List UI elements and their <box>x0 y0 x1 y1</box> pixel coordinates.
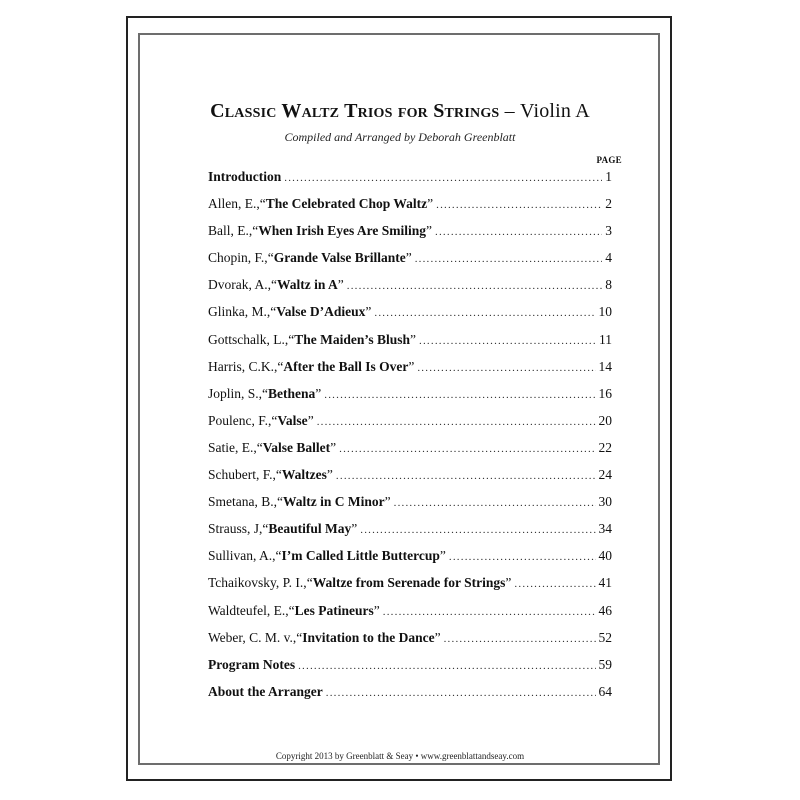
toc-dot-leader <box>347 273 602 300</box>
toc-work-title: “Grande Valse Brillante” <box>267 250 412 266</box>
toc-entry <box>208 217 612 244</box>
toc-composer: Sullivan, A., <box>208 548 276 564</box>
toc-work-title-text: I’m Called Little Buttercup <box>281 548 440 564</box>
title-part: Violin A <box>520 100 590 122</box>
toc-work-title-text: Valse Ballet <box>262 439 331 455</box>
toc-page-number: 34 <box>598 521 612 537</box>
toc-page-number: 46 <box>598 602 612 618</box>
toc-entry <box>208 271 612 298</box>
toc-composer: Gottschalk, L., <box>208 331 289 347</box>
toc-composer: Ball, E., <box>208 223 253 239</box>
toc-work-title: “Waltz in C Minor” <box>277 494 391 510</box>
toc-entry <box>208 597 612 624</box>
toc-composer: Allen, E., <box>208 196 260 212</box>
toc-composer: Schubert, F., <box>208 467 276 483</box>
toc-work-title-text: Valse D’Adieux <box>276 304 366 320</box>
table-of-contents <box>208 163 612 705</box>
toc-entry <box>208 515 612 542</box>
toc-section-entry <box>208 163 612 190</box>
toc-dot-leader <box>324 382 595 409</box>
toc-page-number: 20 <box>598 412 612 428</box>
toc-work-title-text: Invitation to the Dance <box>302 629 435 645</box>
toc-entry <box>208 353 612 380</box>
toc-page-number: 2 <box>605 196 612 212</box>
toc-composer: Waldteufel, E., <box>208 602 289 618</box>
toc-dot-leader <box>317 409 596 436</box>
toc-work-title: “I’m Called Little Buttercup” <box>275 548 446 564</box>
toc-entry <box>208 624 612 651</box>
toc-page-number: 4 <box>605 250 612 266</box>
toc-page-number: 10 <box>598 304 612 320</box>
toc-entry <box>208 569 612 596</box>
toc-work-title: “Invitation to the Dance” <box>296 629 441 645</box>
toc-dot-leader <box>383 599 596 626</box>
toc-work-title: “Valse Ballet” <box>256 439 337 455</box>
toc-work-title: “Valse” <box>271 412 314 428</box>
toc-section-title: About the Arranger <box>208 683 323 699</box>
toc-section-title: Program Notes <box>208 656 296 672</box>
toc-work-title: “Waltzes” <box>275 467 333 483</box>
title-dash: – <box>504 100 515 122</box>
toc-page-number: 14 <box>598 358 612 374</box>
toc-entry <box>208 380 612 407</box>
toc-entry <box>208 244 612 271</box>
toc-page-number: 59 <box>598 656 612 672</box>
toc-work-title: “Waltz in A” <box>271 277 344 293</box>
toc-work-title-text: Valse <box>277 412 308 428</box>
toc-dot-leader <box>336 463 596 490</box>
toc-composer: Harris, C.K., <box>208 358 278 374</box>
toc-work-title-text: Beautiful May <box>268 521 352 537</box>
toc-work-title: “The Celebrated Chop Waltz” <box>259 196 434 212</box>
toc-work-title-text: Waltz in C Minor <box>283 494 385 510</box>
toc-dot-leader <box>298 653 595 680</box>
toc-page-number: 24 <box>598 467 612 483</box>
toc-composer: Poulenc, F., <box>208 412 272 428</box>
title-main: Classic Waltz Trios for Strings <box>210 100 500 122</box>
toc-work-title-text: Grande Valse Brillante <box>273 250 406 266</box>
toc-page-number: 16 <box>598 385 612 401</box>
toc-page-number: 3 <box>605 223 612 239</box>
toc-dot-leader <box>415 246 603 273</box>
toc-section-entry <box>208 651 612 678</box>
toc-dot-leader <box>374 300 595 327</box>
toc-page-number: 40 <box>598 548 612 564</box>
toc-dot-leader <box>284 165 602 192</box>
toc-dot-leader <box>394 490 596 517</box>
toc-dot-leader <box>326 680 596 707</box>
toc-composer: Smetana, B., <box>208 494 277 510</box>
toc-work-title: “Waltze from Serenade for Strings” <box>306 575 512 591</box>
copyright-footer: Copyright 2013 by Greenblatt & Seay • www.greenblattandseay.com <box>275 751 525 761</box>
toc-page-number: 1 <box>605 169 612 184</box>
toc-entry <box>208 488 612 515</box>
toc-dot-leader <box>360 517 595 544</box>
toc-entry <box>208 461 612 488</box>
toc-entry <box>208 542 612 569</box>
toc-work-title-text: The Maiden’s Blush <box>294 331 411 347</box>
toc-composer: Chopin, F., <box>208 250 268 266</box>
toc-dot-leader <box>417 355 595 382</box>
toc-dot-leader <box>419 328 596 355</box>
toc-work-title-text: The Celebrated Chop Waltz <box>265 196 428 212</box>
page-column-label: PAGE <box>596 155 622 165</box>
toc-page-number: 11 <box>599 331 612 347</box>
toc-composer: Weber, C. M. v., <box>208 629 297 645</box>
toc-dot-leader <box>444 626 596 653</box>
toc-entry <box>208 407 612 434</box>
toc-page-number: 8 <box>605 277 612 293</box>
document-title <box>0 100 800 123</box>
toc-composer: Tchaikovsky, P. I., <box>208 575 307 591</box>
toc-page-number: 22 <box>598 439 612 455</box>
toc-work-title-text: Waltz in A <box>277 277 338 293</box>
toc-dot-leader <box>339 436 595 463</box>
toc-work-title: “Les Patineurs” <box>288 602 380 618</box>
toc-work-title: “Beautiful May” <box>262 521 358 537</box>
toc-work-title: “Bethena” <box>262 385 322 401</box>
toc-work-title: “After the Ball Is Over” <box>277 358 415 374</box>
toc-dot-leader <box>449 544 596 571</box>
toc-work-title: “The Maiden’s Blush” <box>288 331 417 347</box>
toc-page-number: 52 <box>598 629 612 645</box>
toc-section-entry <box>208 678 612 705</box>
toc-section-title: Introduction <box>208 169 282 184</box>
toc-dot-leader <box>436 192 602 219</box>
toc-work-title-text: Les Patineurs <box>294 602 374 618</box>
document-subtitle: Compiled and Arranged by Deborah Greenblatt <box>284 130 516 144</box>
toc-entry <box>208 190 612 217</box>
toc-work-title-text: When Irish Eyes Are Smiling <box>258 223 427 239</box>
toc-work-title-text: After the Ball Is Over <box>283 358 409 374</box>
toc-composer: Satie, E., <box>208 439 257 455</box>
toc-work-title-text: Bethena <box>268 385 316 401</box>
toc-page-number: 30 <box>598 494 612 510</box>
toc-dot-leader <box>514 571 595 598</box>
toc-page-number: 64 <box>598 683 612 699</box>
toc-page-number: 41 <box>598 575 612 591</box>
toc-entry <box>208 326 612 353</box>
toc-work-title-text: Waltzes <box>281 467 327 483</box>
toc-composer: Dvorak, A., <box>208 277 271 293</box>
toc-dot-leader <box>435 219 602 246</box>
toc-work-title: “When Irish Eyes Are Smiling” <box>252 223 433 239</box>
toc-work-title-text: Waltze from Serenade for Strings <box>312 575 506 591</box>
toc-entry <box>208 434 612 461</box>
toc-composer: Joplin, S., <box>208 385 263 401</box>
toc-composer: Strauss, J, <box>208 521 263 537</box>
toc-composer: Glinka, M., <box>208 304 271 320</box>
toc-entry <box>208 298 612 325</box>
toc-work-title: “Valse D’Adieux” <box>270 304 372 320</box>
